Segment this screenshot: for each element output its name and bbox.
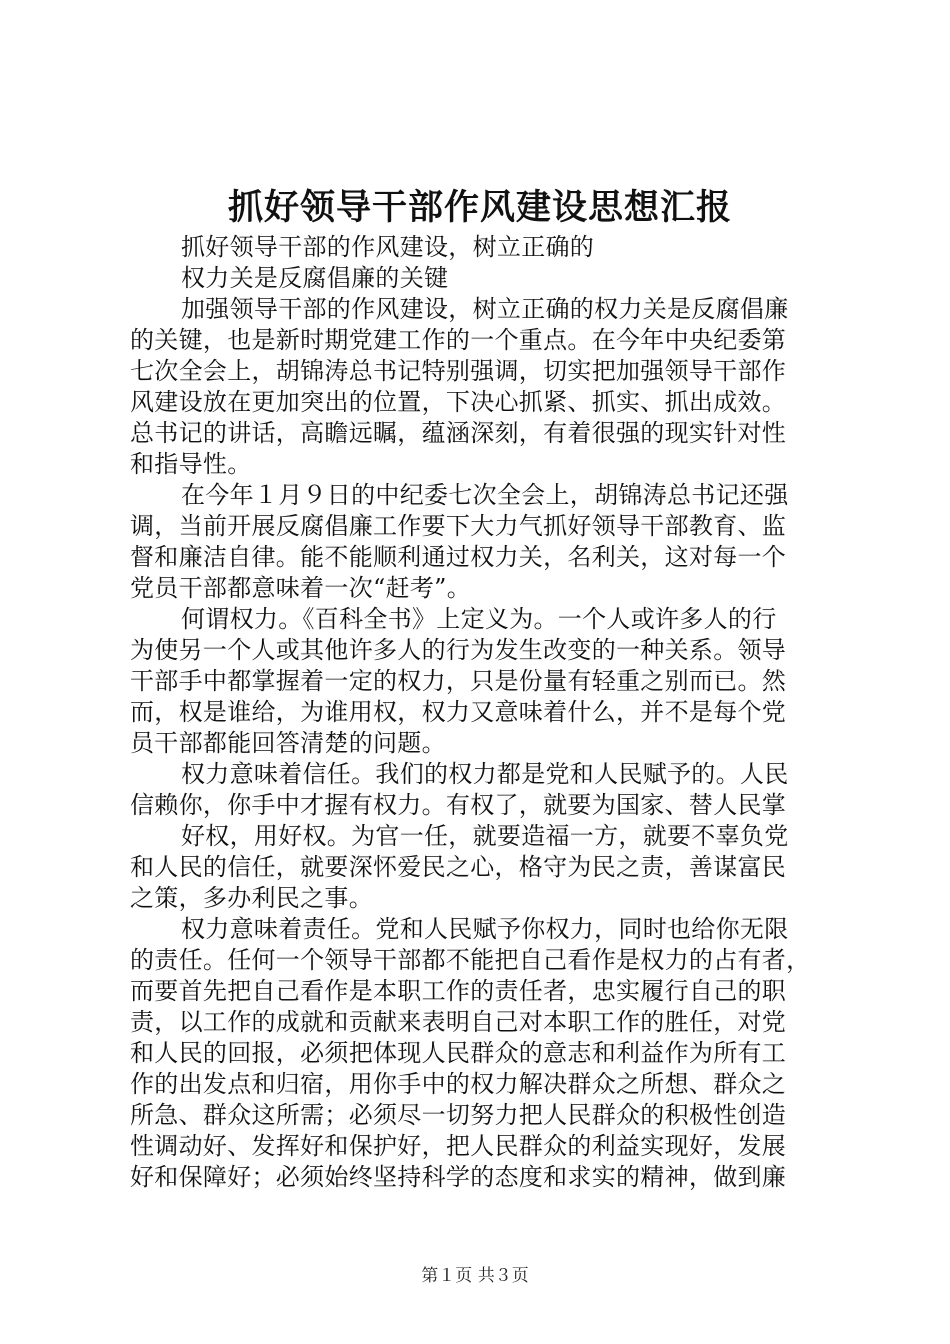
text-line: 责，以工作的成就和贡献来表明自己对本职工作的胜任，对党 <box>130 1008 787 1036</box>
text-line: 权力关是反腐倡廉的关键 <box>181 264 449 292</box>
text-line: 的关键，也是新时期党建工作的一个重点。在今年中央纪委第 <box>130 326 787 354</box>
text-line: 之策，多办利民之事。 <box>130 884 373 912</box>
text-line: 而要首先把自己看作是本职工作的责任者，忠实履行自己的职 <box>130 977 787 1005</box>
text-line: 作的出发点和归宿，用你手中的权力解决群众之所想、群众之 <box>130 1070 787 1098</box>
text-line: 为使另一个人或其他许多人的行为发生改变的一种关系。领导 <box>130 636 787 664</box>
document-title: 抓好领导干部作风建设思想汇报 <box>227 187 732 228</box>
text-line: 七次全会上，胡锦涛总书记特别强调，切实把加强领导干部作 <box>130 357 787 385</box>
text-line: 调，当前开展反腐倡廉工作要下大力气抓好领导干部教育、监 <box>130 512 787 540</box>
text-line: 好和保障好；必须始终坚持科学的态度和求实的精神，做到廉 <box>130 1163 787 1191</box>
text-line: 在今年１月９日的中纪委七次全会上，胡锦涛总书记还强 <box>181 481 789 509</box>
text-line: 信赖你，你手中才握有权力。有权了，就要为国家、替人民掌 <box>130 791 787 819</box>
text-line: 而，权是谁给，为谁用权，权力又意味着什么，并不是每个党 <box>130 698 787 726</box>
text-line: 干部手中都掌握着一定的权力，只是份量有轻重之别而已。然 <box>130 667 787 695</box>
document-body <box>130 232 830 1193</box>
text-line: 总书记的讲话，高瞻远瞩，蕴涵深刻，有着很强的现实针对性 <box>130 419 787 447</box>
text-line: 性调动好、发挥好和保护好，把人民群众的利益实现好，发展 <box>130 1132 787 1160</box>
text-line: 权力意味着责任。党和人民赋予你权力，同时也给你无限 <box>181 915 789 943</box>
text-line: 何谓权力。《百科全书》上定义为。一个人或许多人的行 <box>181 605 777 633</box>
text-line: 所急、群众这所需；必须尽一切努力把人民群众的积极性创造 <box>130 1101 787 1129</box>
text-line: 的责任。任何一个领导干部都不能把自己看作是权力的占有者， <box>130 946 811 974</box>
text-line: 抓好领导干部的作风建设，树立正确的 <box>181 233 595 261</box>
text-line: 加强领导干部的作风建设，树立正确的权力关是反腐倡廉 <box>181 295 789 323</box>
text-line: 员干部都能回答清楚的问题。 <box>130 729 446 757</box>
text-line: 和指导性。 <box>130 450 252 478</box>
text-line: 好权，用好权。为官一任，就要造福一方，就要不辜负党 <box>181 822 789 850</box>
page-number-footer: 第１页 共３页 <box>421 1266 529 1286</box>
text-line: 和人民的信任，就要深怀爱民之心，格守为民之责，善谋富民 <box>130 853 787 881</box>
text-line: 和人民的回报，必须把体现人民群众的意志和利益作为所有工 <box>130 1039 787 1067</box>
text-line: 督和廉洁自律。能不能顺利通过权力关，名利关，这对每一个 <box>130 543 787 571</box>
text-line: 党员干部都意味着一次“赶考”。 <box>130 574 472 602</box>
text-line: 权力意味着信任。我们的权力都是党和人民赋予的。人民 <box>181 760 789 788</box>
text-line: 风建设放在更加突出的位置，下决心抓紧、抓实、抓出成效。 <box>130 388 787 416</box>
